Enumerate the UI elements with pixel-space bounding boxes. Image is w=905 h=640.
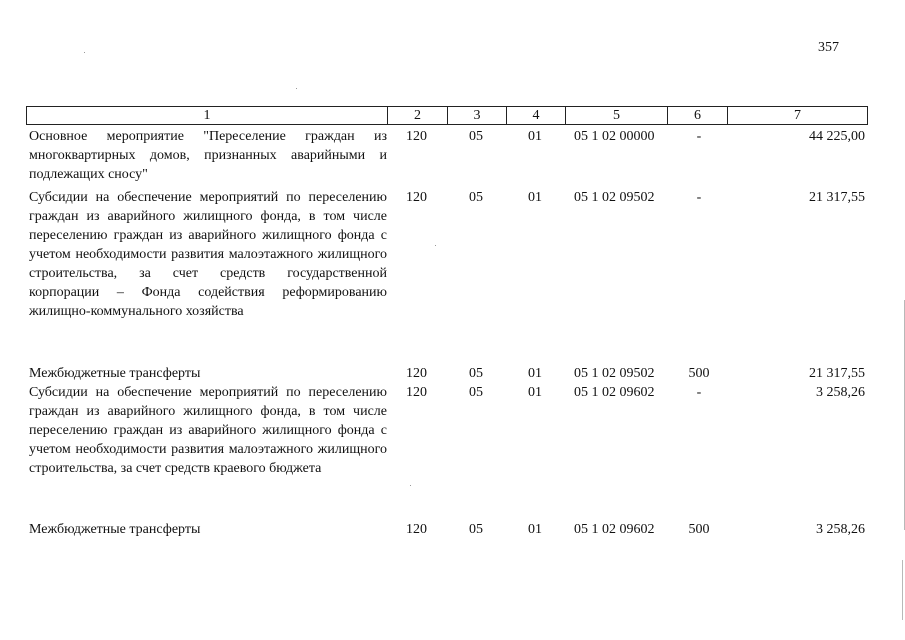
row-vr: -: [696, 190, 702, 205]
row-sum: 44 225,00: [809, 129, 865, 144]
row-pr: 01: [528, 190, 542, 205]
column-header-1: 1: [203, 108, 211, 123]
row-name: Межбюджетные трансферты: [29, 366, 201, 381]
row-vr: -: [696, 385, 702, 400]
table-row: [26, 520, 868, 539]
row-sum: 3 258,26: [816, 522, 865, 537]
table-row: [26, 188, 868, 343]
row-ved: 120: [406, 366, 427, 381]
row-pr: 01: [528, 522, 542, 537]
scan-speck: [296, 88, 297, 89]
row-rz: 05: [469, 522, 483, 537]
row-sum: 3 258,26: [816, 385, 865, 400]
row-csr: 05 1 02 09602: [574, 522, 655, 537]
row-rz: 05: [469, 129, 483, 144]
row-pr: 01: [528, 366, 542, 381]
column-header-7: 7: [727, 107, 867, 124]
row-ved: 120: [406, 129, 427, 144]
column-header-4: 4: [506, 107, 565, 124]
row-csr: 05 1 02 00000: [574, 129, 655, 144]
row-vr: 500: [688, 366, 710, 381]
row-vr: 500: [688, 522, 710, 537]
row-rz: 05: [469, 190, 483, 205]
column-header-6: 6: [667, 107, 727, 124]
row-rz: 05: [469, 366, 483, 381]
row-pr: 01: [528, 385, 542, 400]
row-sum: 21 317,55: [809, 366, 865, 381]
row-ved: 120: [406, 522, 427, 537]
row-csr: 05 1 02 09602: [574, 385, 655, 400]
scan-speck: [410, 485, 411, 486]
row-ved: 120: [406, 385, 427, 400]
column-header-2: 2: [387, 107, 447, 124]
row-csr: 05 1 02 09502: [574, 366, 655, 381]
row-csr: 05 1 02 09502: [574, 190, 655, 205]
row-sum: 21 317,55: [809, 190, 865, 205]
scan-speck: [435, 245, 436, 246]
row-name: Субсидии на обеспечение мероприятий по переселению граждан из аварийного жилищного фонда, в том числе переселению граждан из аварийного жилищного фонда с учетом необходимости развития малоэтажного жилищного строительства, за счет средств государственной корпорации – Фонда содействия реформированию жилищно-коммунального хозяйства: [29, 190, 387, 319]
row-ved: 120: [406, 190, 427, 205]
page-number: 357: [818, 40, 839, 55]
row-rz: 05: [469, 385, 483, 400]
row-pr: 01: [528, 129, 542, 144]
scan-edge-line: [902, 560, 903, 620]
column-header-5: 5: [565, 107, 667, 124]
table-row: [26, 364, 868, 383]
table-row: [26, 127, 868, 183]
row-vr: -: [696, 129, 702, 144]
table-header: [26, 106, 868, 125]
row-name: Основное мероприятие "Переселение граждан из многоквартирных домов, признанных аварийными и подлежащих сносу": [29, 129, 387, 182]
scan-speck: [84, 52, 85, 53]
column-header-3: 3: [447, 107, 506, 124]
row-name: Межбюджетные трансферты: [29, 522, 201, 537]
row-name: Субсидии на обеспечение мероприятий по переселению граждан из аварийного жилищного фонда, в том числе переселению граждан из аварийного жилищного фонда с учетом необходимости развития малоэтажного жилищного строительства, за счет средств краевого бюджета: [29, 385, 387, 476]
table-row: [26, 383, 868, 499]
